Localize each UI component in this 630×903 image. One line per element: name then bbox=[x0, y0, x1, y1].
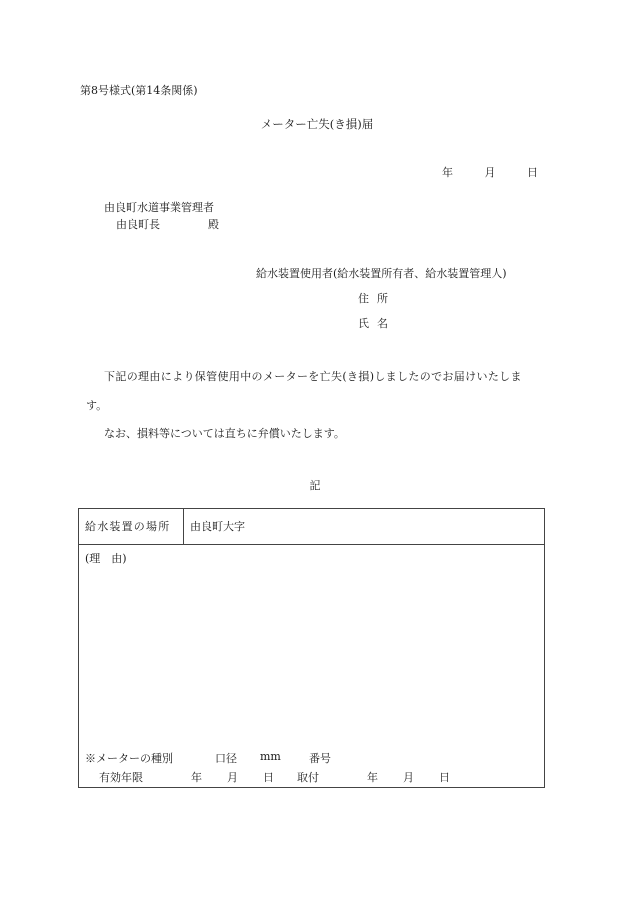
installed-day: 日 bbox=[439, 771, 450, 784]
record-table bbox=[78, 508, 545, 788]
location-row bbox=[79, 509, 544, 545]
applicant-heading: 給水装置使用者(給水装置所有者、給水装置管理人) bbox=[256, 267, 507, 280]
date-day-label: 日 bbox=[527, 166, 538, 179]
addressee-mayor: 由良町長 bbox=[116, 218, 160, 231]
validity-year: 年 bbox=[191, 771, 202, 784]
date-month-label: 月 bbox=[484, 166, 496, 179]
validity-month: 月 bbox=[227, 771, 238, 784]
installed-label: 取付 bbox=[297, 771, 319, 784]
document-title: メーター亡失(き損)届 bbox=[260, 117, 374, 131]
location-value: 由良町大字 bbox=[190, 520, 245, 533]
address-label: 住所 bbox=[358, 292, 396, 305]
validity-label: 有効年限 bbox=[99, 771, 143, 784]
name-label: 氏名 bbox=[358, 317, 396, 330]
meter-type-label: ※メーターの種別 bbox=[85, 752, 173, 765]
validity-line bbox=[99, 769, 519, 783]
location-label: 給水装置の場所 bbox=[79, 509, 184, 544]
meter-type-line bbox=[85, 750, 505, 764]
mm-unit: mm bbox=[260, 750, 281, 763]
body-paragraph-1: 下記の理由により保管使用中のメーターを亡失(き損)しましたのでお届けいたしま bbox=[104, 370, 522, 383]
body-paragraph-2: なお、損料等については直ちに弁償いたします。 bbox=[104, 427, 345, 440]
validity-day: 日 bbox=[263, 771, 274, 784]
reason-label: (理 由) bbox=[85, 552, 127, 565]
installed-year: 年 bbox=[367, 771, 378, 784]
installed-month: 月 bbox=[403, 771, 414, 784]
date-year-label: 年 bbox=[442, 166, 453, 179]
body-paragraph-1-continued: す。 bbox=[86, 399, 108, 412]
form-number: 第8号様式(第14条関係) bbox=[80, 84, 198, 97]
addressee-title: 由良町水道事業管理者 bbox=[104, 201, 214, 214]
meter-number-label: 番号 bbox=[309, 752, 331, 765]
diameter-label: 口径 bbox=[215, 752, 237, 765]
date-line bbox=[442, 164, 538, 180]
record-heading: 記 bbox=[309, 479, 321, 492]
addressee-honorific: 殿 bbox=[208, 218, 219, 231]
